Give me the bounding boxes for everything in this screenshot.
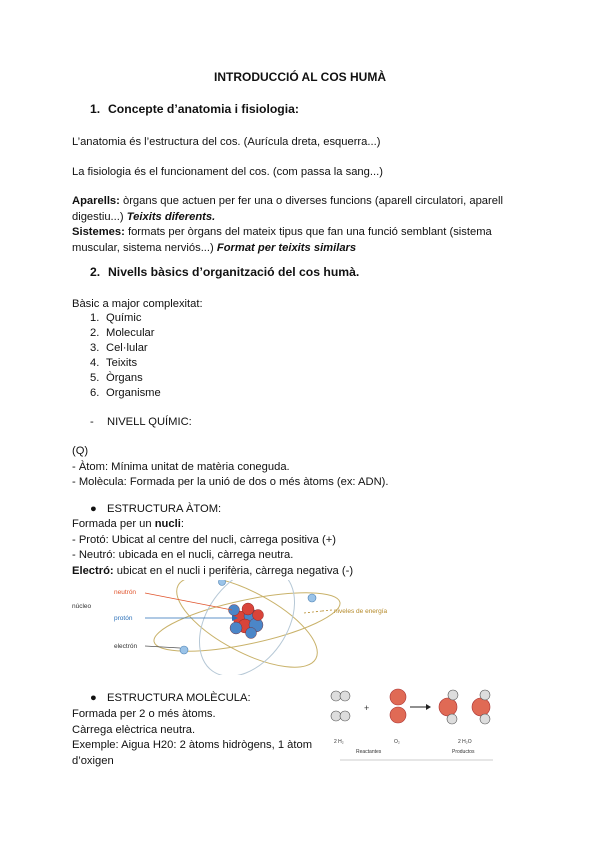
h2-label: 2 H₂ xyxy=(334,739,344,745)
nivell-quimic-label: NIVELL QUÍMIC: xyxy=(107,416,192,428)
nivell-quimic-item: - NIVELL QUÍMIC: xyxy=(90,416,192,428)
sistemes-emphasis: Format per teixits similars xyxy=(216,241,357,254)
estructura-molecula-heading: ● ESTRUCTURA MOLÈCULA: xyxy=(90,692,251,704)
proton-label: protón xyxy=(114,615,133,622)
q-label: (Q) xyxy=(72,445,89,457)
list-item: 2. Molecular xyxy=(90,327,155,339)
electro-term: Electró: xyxy=(72,564,114,577)
quimic-definitions xyxy=(72,444,389,491)
bullet-icon: ● xyxy=(90,503,97,515)
atom-definition: - Àtom: Mínima unitat de matèria coneguda. xyxy=(72,460,290,473)
molecula-structure-text: Formada per 2 o més àtoms. Càrrega elèctrica neutra. Exemple: Aigua H20: 2 àtoms hidrògens, 1 àtom d’oxigen xyxy=(72,708,313,767)
productos-label: Productos xyxy=(452,749,475,755)
o2-molecule xyxy=(390,689,406,723)
aparells-emphasis: Teixits diferents. xyxy=(126,210,216,223)
list-item: 5. Òrgans xyxy=(90,372,143,384)
section-1-heading xyxy=(90,102,299,116)
section-1-number: 1. xyxy=(90,102,101,116)
nucli-term: nucli xyxy=(154,518,181,530)
aparells-paragraph xyxy=(72,194,503,256)
h2o-molecules xyxy=(439,690,490,724)
plus-sign: + xyxy=(364,703,370,713)
atom-diagram xyxy=(72,580,412,675)
sistemes-text-line2: muscular, sistema nerviós...) xyxy=(72,241,217,254)
neutro-line: - Neutró: ubicada en el nucli, càrrega neutra. xyxy=(72,549,294,562)
electron-dot xyxy=(219,580,226,586)
electron-dot xyxy=(180,646,188,654)
list-item: 3. Cel·lular xyxy=(90,342,148,354)
bullet-icon: ● xyxy=(90,692,97,704)
h2-molecules xyxy=(331,691,350,721)
niveles-label: niveles de energía xyxy=(334,608,388,615)
sistemes-term: Sistemes: xyxy=(72,226,125,239)
electro-desc: ubicat en el nucli i perifèria, càrrega negativa (-) xyxy=(113,564,354,577)
neutron-label: neutrón xyxy=(114,589,137,596)
molecula-definition: - Molècula: Formada per la unió de dos o més àtoms (ex: ADN). xyxy=(72,476,389,489)
electron-dot xyxy=(308,594,316,602)
nucleo-label: núcleo xyxy=(72,603,92,610)
atom-structure-text: Formada per un nucli: - Protó: Ubicat al centre del nucli, càrrega positiva (+) - Neutró: ubicada en el nucli, càrrega neutra. Electró: ubicat en el nucli i perifèria, càrrega negativa (-) xyxy=(72,518,354,577)
h2o-label: 2 H₂O xyxy=(458,739,472,745)
list-item: 1. Químic xyxy=(90,312,142,324)
o2-label: O₂ xyxy=(394,739,400,745)
estructura-atom-heading: ● ESTRUCTURA ÀTOM: xyxy=(90,503,222,515)
nucleus xyxy=(229,603,264,639)
section-2-heading xyxy=(90,265,359,279)
section-1-title: Concepte d’anatomia i fisiologia: xyxy=(108,102,299,116)
page-title: INTRODUCCIÓ AL COS HUMÀ xyxy=(214,70,386,84)
water-reaction-diagram xyxy=(328,683,498,765)
reactantes-label: Reactantes xyxy=(356,749,382,755)
aparells-text-line1: òrgans que actuen per fer una o diverses funcions (aparell circulatori, aparell xyxy=(119,195,503,207)
section-2-number: 2. xyxy=(90,265,101,279)
fisiologia-paragraph: La fisiologia és el funcionament del cos. (com passa la sang...) xyxy=(72,166,383,178)
anatomia-paragraph: L’anatomia és l’estructura del cos. (Aurícula dreta, esquerra...) xyxy=(72,136,381,148)
section-2-title: Nivells bàsics d’organització del cos humà. xyxy=(108,265,360,279)
sistemes-text-line1: formats per òrgans del mateix tipus que fan una funció semblant (sistema xyxy=(124,226,492,239)
levels-intro: Bàsic a major complexitat: xyxy=(72,298,203,310)
list-item: 6. Organisme xyxy=(90,387,161,399)
aparells-term: Aparells: xyxy=(72,195,120,207)
list-item: 4. Teixits xyxy=(90,357,138,369)
aparells-text-line2: digestiu...) xyxy=(72,210,127,223)
electron-label: electrón xyxy=(114,643,138,650)
proto-line: - Protó: Ubicat al centre del nucli, càrrega positiva (+) xyxy=(72,533,336,546)
